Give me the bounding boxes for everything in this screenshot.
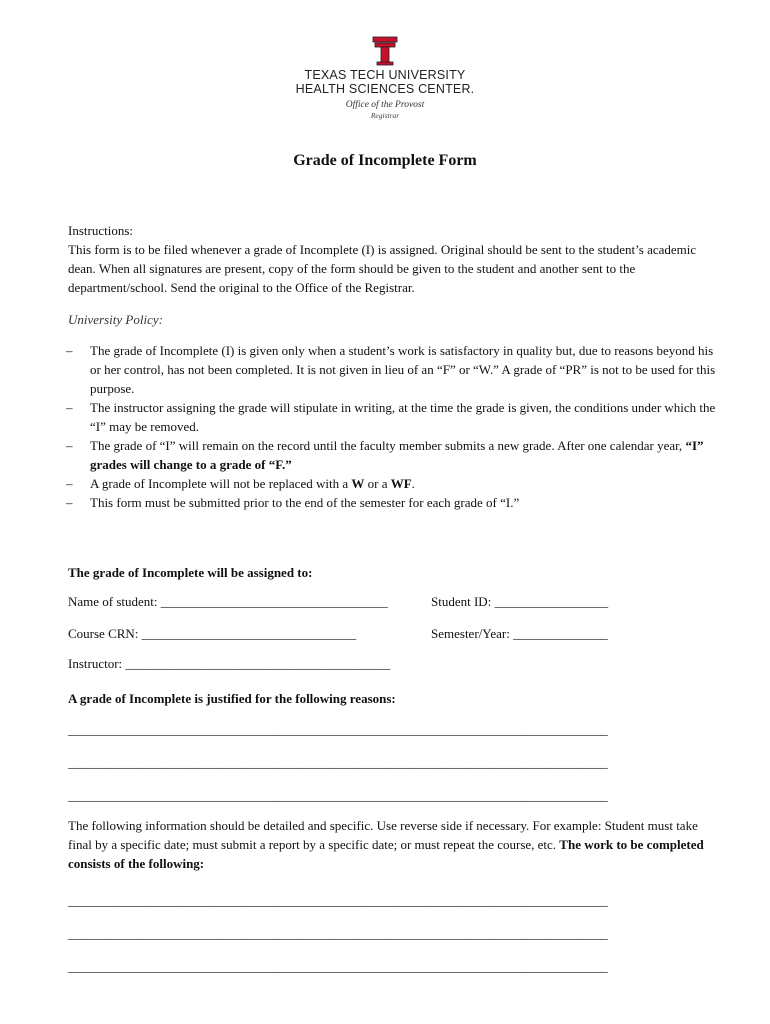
university-name xyxy=(0,68,770,96)
policy-item-text-mid: or a xyxy=(367,476,388,491)
ttu-double-t-logo xyxy=(372,36,398,66)
instructor-label: Instructor: xyxy=(68,656,123,671)
policy-item-text: The grade of “I” will remain on the record until the faculty member submits a new grade. After one calendar year, xyxy=(90,438,683,453)
assignment-heading: The grade of Incomplete will be assigned to: xyxy=(68,565,313,580)
letterhead xyxy=(0,36,770,120)
instructions-body: This form is to be filed whenever a grade of Incomplete (I) is assigned. Original should be sent to the student’s academic dean. When all signatures are present, copy of the form should be given to the student and another sent to the department/school. Send the original to the Office of the Registrar. xyxy=(68,242,697,295)
work-instructions xyxy=(68,816,713,873)
dash-bullet: – xyxy=(66,343,73,358)
policy-item xyxy=(66,341,716,398)
policy-item-text-end: . xyxy=(411,476,415,491)
dash-bullet: – xyxy=(66,476,73,491)
dash-bullet: – xyxy=(66,438,73,453)
instructions-section xyxy=(68,221,713,297)
semester-year-field[interactable]: _______________ xyxy=(513,626,608,641)
reason-line[interactable]: _______________________________________________________________________________________ xyxy=(68,788,608,803)
work-instructions-text: The following information should be detailed and specific. Use reverse side if necessary. For example: Student must take final by a specific date; must submit a report by a specific date; or must repeat the course, etc. xyxy=(68,818,698,852)
instructions-heading: Instructions: xyxy=(68,223,133,238)
university-line-1: TEXAS TECH UNIVERSITY xyxy=(304,68,466,82)
policy-list xyxy=(66,341,716,512)
reason-line[interactable]: _______________________________________________________________________________________ xyxy=(68,722,608,737)
student-id-label: Student ID: xyxy=(431,594,492,609)
instructor-field[interactable]: __________________________________________ xyxy=(125,656,391,671)
policy-item-text: A grade of Incomplete will not be replaced with a xyxy=(90,476,349,491)
policy-item xyxy=(66,474,716,493)
office-name: Office of the Provost xyxy=(345,100,425,110)
work-line[interactable]: _______________________________________________________________________________________ xyxy=(68,959,608,974)
department-name: Registrar xyxy=(370,111,400,120)
course-crn-label: Course CRN: xyxy=(68,626,139,641)
policy-item-bold-w: W xyxy=(351,476,365,491)
dash-bullet: – xyxy=(66,400,73,415)
work-instructions-bold: The work to be completed consists of the following: xyxy=(68,837,704,871)
reasons-heading: A grade of Incomplete is justified for the following reasons: xyxy=(68,691,396,706)
policy-item xyxy=(66,436,716,474)
work-line[interactable]: _______________________________________________________________________________________ xyxy=(68,893,608,908)
policy-item xyxy=(66,493,716,512)
policy-item xyxy=(66,398,716,436)
student-row xyxy=(68,594,388,610)
university-line-2: HEALTH SCIENCES CENTER. xyxy=(295,82,475,96)
course-row xyxy=(68,626,356,642)
policy-item-text: The grade of Incomplete (I) is given only when a student’s work is satisfactory in quality but, due to reasons beyond his or her control, has not been completed. It is not given in lieu of an “F” or “W.” A grade of “PR” is not to be used for this purpose. xyxy=(90,343,716,396)
course-crn-field[interactable]: __________________________________ xyxy=(141,626,356,641)
policy-item-text: This form must be submitted prior to the end of the semester for each grade of “I.” xyxy=(90,495,520,510)
student-name-field[interactable]: ____________________________________ xyxy=(160,594,388,609)
policy-item-text: The instructor assigning the grade will stipulate in writing, at the time the grade is given, the conditions under which the “I” may be removed. xyxy=(90,400,716,434)
semester-year-label: Semester/Year: xyxy=(431,626,510,641)
work-line[interactable]: _______________________________________________________________________________________ xyxy=(68,926,608,941)
student-id-field[interactable]: __________________ xyxy=(494,594,608,609)
policy-heading: University Policy: xyxy=(68,312,163,327)
instructor-row xyxy=(68,656,390,672)
semester-group xyxy=(431,626,608,642)
student-name-label: Name of student: xyxy=(68,594,158,609)
student-id-group xyxy=(431,594,608,610)
policy-item-bold-wf: WF xyxy=(390,476,412,491)
page-title: Grade of Incomplete Form xyxy=(293,152,477,169)
policy-item-bold: “I” grades will change to a grade of “F.” xyxy=(90,438,704,472)
reason-line[interactable]: _______________________________________________________________________________________ xyxy=(68,755,608,770)
dash-bullet: – xyxy=(66,495,73,510)
